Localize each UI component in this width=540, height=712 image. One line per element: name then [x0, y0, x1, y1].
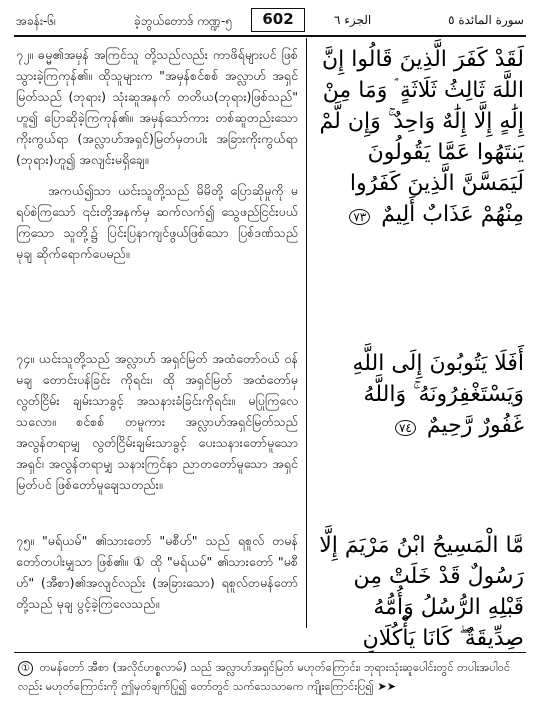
footnote-divider — [14, 652, 526, 653]
arabic-verse-75 — [316, 530, 524, 654]
verse-end-marker-73: ٧٣ — [349, 209, 370, 225]
column-divider — [306, 38, 307, 628]
header-divider — [14, 35, 526, 37]
page-number: 602 — [251, 8, 305, 32]
verse-end-marker-74: ٧٤ — [395, 420, 416, 436]
quran-page — [14, 8, 526, 706]
translation-verse-74 — [16, 348, 298, 495]
arabic-text-74: أَفَلَا يَتُوبُونَ إِلَى اللَّهِ وَيَسْتَغْفِرُونَهُ ۚ وَاللَّهُ غَفُورٌ رَّحِيمٌ — [352, 351, 524, 438]
verse-75-paragraph: ၇၅။ "မရ်ယမ်" ၏သားတော် "မစီဟ်" သည် ရစူလ် တမန်တော်တပါးမျှသာ ဖြစ်၏။ ① ထို "မရ်ယမ်" ၏သားတော် "မစီဟ်" (အီစာ)၏အလျင်လည်း (အခြားသော) ရစူလ်တမန်တော်တို့သည် မုချ ပွင့်ခဲ့ကြလေသည်။ — [16, 533, 298, 611]
arabic-verse-73 — [316, 44, 524, 230]
verse-74-paragraph: ၇၄။ ယင်းသူတို့သည် အလ္လာဟ် အရှင်မြတ် အထံတော်ဝယ် ဝန်မချ တောင်းပန်ခြင်း ကိုရင်း၊ ထို အရှင်မြတ် အထံတော်မှ လွတ်ငြိမ်း ချမ်းသာခွင့် အသနားခံခြင်းကိုရင်း။ မပြုကြလေသလော။ စင်စစ် တမူကား အလ္လာဟ်အရှင်မြတ်သည် အလွန်တရာမျှ လွတ်ငြိမ်းချမ်းသာခွင့် ပေးသနားတော်မူသောအရှင်၊ အလွန်တရာမျှ သနားကြင်နာ ညာတတော်မူသော အရှင်မြတ်ပင် ဖြစ်တော်မူချေသတည်း။ — [16, 351, 298, 492]
translation-verse-73 — [16, 44, 298, 264]
page-header — [14, 8, 526, 34]
surah-label: سورة المائدة ٥ — [448, 13, 524, 27]
verse-73-paragraph-1: ၇၂။ ဓမ္မ၏အမှန် အကြင်သူ တို့သည်လည်း ကာဖိရ်များပင် ဖြစ်သွားခဲ့ကြကုန်၏။ ထိုသူများက "အမှန်စင်စစ် အလ္လာဟ် အရှင်မြတ်သည် (ဘုရား) သုံးဆူအနက် တတိယ(ဘုရား)ဖြစ်သည်" ဟူ၍ ပြောဆိုခဲ့ကြကုန်၏။ အမှန်သော်ကား တစ်ဆူတည်းသော ကိုးကွယ်ရာ (အလ္လာဟ်အရှင်)မြတ်မှတပါး အခြားကိုးကွယ်ရာ (ဘုရား)ဟူ၍ အလျင်းမရှိချေ။ — [16, 47, 298, 167]
arabic-text-75: مَّا الْمَسِيحُ ابْنُ مَرْيَمَ إِلَّا رَسُولٌ قَدْ خَلَتْ مِن قَبْلِهِ الرُّسُلُ وَأُمُّهُ صِدِّيقَةٌ ۖ كَانَا يَأْكُلَانِ — [319, 533, 524, 651]
translation-verse-75 — [16, 530, 298, 614]
footnote-marker: ① — [18, 661, 33, 676]
footnote-text: တမန်တော် အီစာ (အလိုင်ဟစ္စလာမ်) သည် အလ္လာဟ်အရှင်မြတ် မဟုတ်ကြောင်း၊ ဘုရားသုံးဆူပေါင်းတွင် တပါးအပါဝင်လည်း မဟုတ်ကြောင်းကို ဤမှတ်ချက်ပြု၍ တော်တွင် သက်သေသာဓက ကျိုးကြောင်းပြ၍ ➤➤ — [18, 661, 511, 693]
arabic-verse-74 — [316, 348, 524, 441]
chapter-label: အခန်း-၆၊ — [16, 14, 57, 28]
arabic-text-73: لَقَدْ كَفَرَ الَّذِينَ قَالُوا إِنَّ اللَّهَ ثَالِثُ ثَلَاثَةٍ ۘ وَمَا مِنْ إِلَٰهٍ إِلَّا إِلَٰهٌ وَاحِدٌ ۚ وَإِن لَّمْ يَنتَهُوا عَمَّا يَقُولُونَ لَيَمَسَّنَّ الَّذِينَ كَفَرُوا مِنْهُمْ عَذَابٌ أَلِيمٌ — [319, 47, 524, 227]
section-title: ခဲ့ဘွယ်တောဒ် ကဏ္ဍ-၅ — [134, 14, 233, 28]
verse-73-paragraph-2: အကယ်၍သာ ယင်းသူတို့သည် မိမိတို့ ပြောဆိုမှုကို မရပ်စဲကြသော် ၎င်းတို့အနက်မှ ဆက်လက်၍ သွေဖည်ငြင်းပယ်ကြသော သူတို့၌ ပြင်းပြနာကျင်ဖွယ်ဖြစ်သော ပြစ်ဒဏ်သည် မုချ ဆိုက်ရောက်ပေမည်။ — [16, 183, 298, 261]
footnote — [18, 658, 524, 696]
juz-label: الجزء ٦ — [334, 13, 372, 27]
